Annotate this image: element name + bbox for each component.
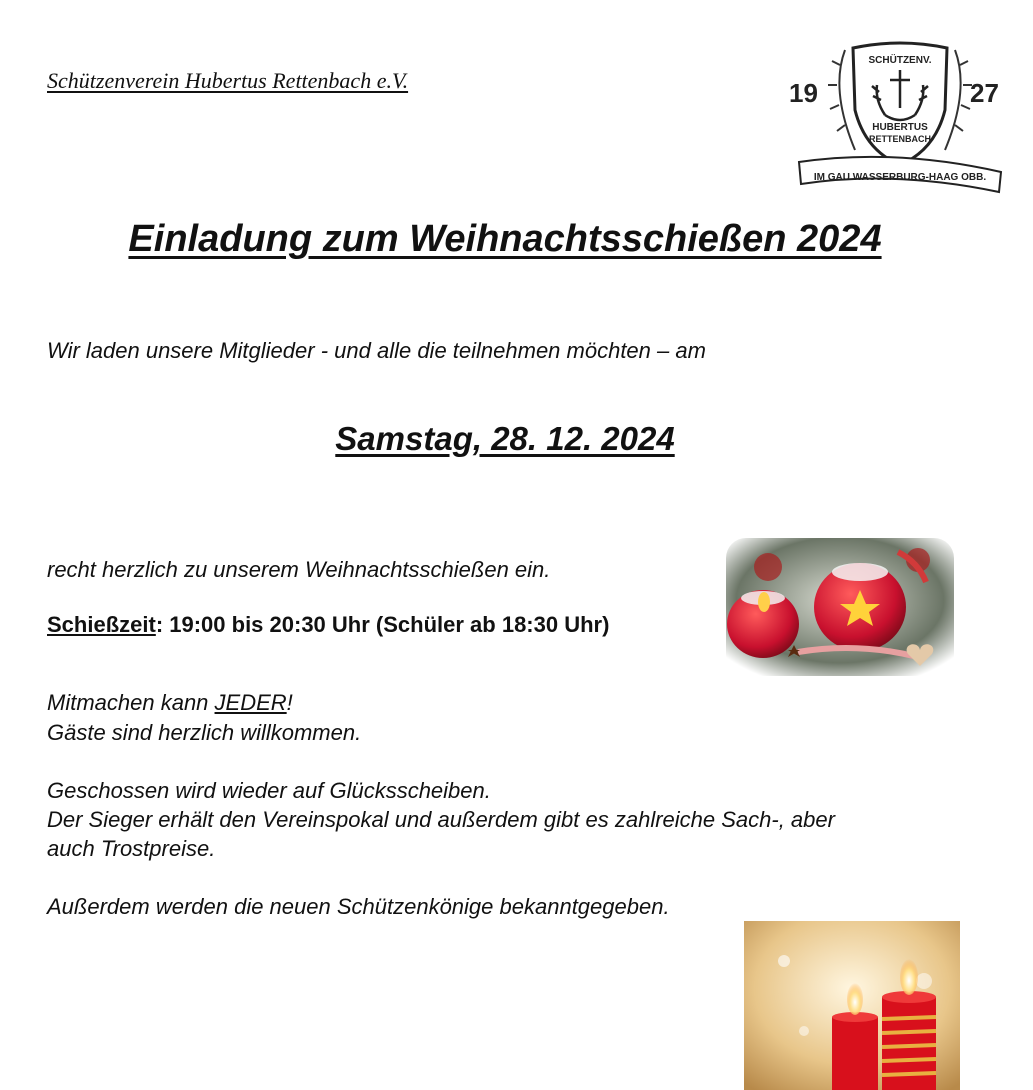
targets-text: Geschossen wird wieder auf Glücksscheiben. (47, 778, 491, 803)
shooting-time-value: : 19:00 bis 20:30 Uhr (Schüler ab 18:30 Uhr) (155, 612, 610, 637)
shooting-time (47, 612, 609, 638)
everyone-prefix: Mitmachen kann (47, 690, 215, 715)
logo-year-left: 19 (789, 78, 818, 108)
logo-mid-text-1: HUBERTUS (872, 122, 928, 133)
club-name: Schützenverein Hubertus Rettenbach e.V. (47, 68, 409, 93)
prizes-text-1: Der Sieger erhält den Vereinspokal und außerdem gibt es zahlreiche Sach-, aber (47, 807, 835, 832)
invite-text: recht herzlich zu unserem Weihnachtsschießen ein. (47, 557, 551, 582)
everyone-text (47, 690, 293, 716)
club-logo (785, 30, 1010, 200)
logo-banner-text: IM GAU WASSERBURG-HAAG OBB. (813, 172, 987, 183)
logo-year-right: 27 (970, 78, 999, 108)
everyone-emphasis: JEDER (214, 690, 287, 715)
candles-image (744, 921, 960, 1090)
logo-mid-text-2: RETTENBACH (869, 134, 931, 144)
christmas-apples-image (718, 532, 962, 682)
intro-text: Wir laden unsere Mitglieder - und alle die teilnehmen möchten – am (47, 338, 706, 363)
kings-text: Außerdem werden die neuen Schützenkönige bekanntgegeben. (47, 894, 670, 919)
guests-text: Gäste sind herzlich willkommen. (47, 720, 362, 745)
shooting-time-label: Schießzeit (47, 612, 156, 637)
page-title: Einladung zum Weihnachtsschießen 2024 (128, 218, 882, 260)
prizes-text-2: auch Trostpreise. (47, 836, 216, 861)
everyone-suffix: ! (286, 690, 293, 715)
event-date: Samstag, 28. 12. 2024 (335, 420, 675, 457)
flame-icon (900, 959, 918, 995)
flame-icon (847, 983, 863, 1015)
logo-top-text: SCHÜTZENV. (868, 55, 932, 66)
